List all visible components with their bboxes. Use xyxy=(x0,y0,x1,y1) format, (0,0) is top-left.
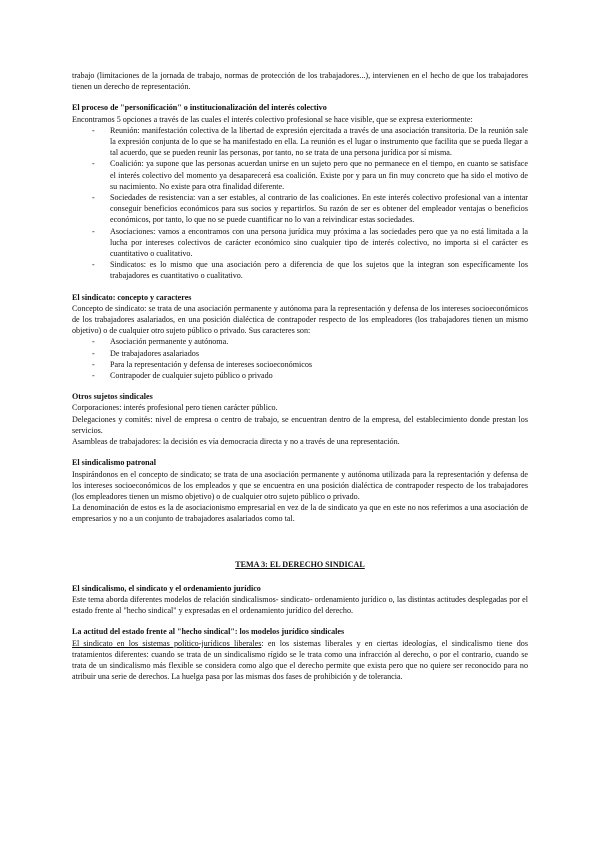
underlined-term: El sindicato en los sistemas político-jurídicos liberales xyxy=(72,638,262,648)
list-item: - Reunión: manifestación colectiva de la libertad de expresión ejercitada a través de una asociación transitoria. De la reunión sale la expresión conjunta de lo que se ha manifestado en ella. La reunión es el lugar o instrumento que facilita que se pueda llegar a tal acuerdo, que se pueden reunir las personas, por tanto, no se trata de una persona jurídica por sí misma. xyxy=(72,125,528,159)
heading-sindicato: El sindicato: concepto y caracteres xyxy=(72,292,192,302)
heading-personificacion: El proceso de "personificación" o institucionalización del interés colectivo xyxy=(72,103,327,113)
document-page xyxy=(72,70,528,682)
sindicato-lead: Concepto de sindicato: se trata de una asociación permanente y autónoma para la representación y defensa de los intereses socioeconómicos de los trabajadores asalariados, en una posición dialéctica de contrapoder respecto de los empleadores (los trabajadores tienen un mismo objetivo) o de cualquier otro sujeto público o privado. Sus caracteres son: xyxy=(72,303,528,336)
personificacion-list xyxy=(72,125,528,282)
list-item: - Asociación permanente y autónoma. xyxy=(72,336,528,347)
list-item: - Coalición: ya supone que las personas acuerdan unirse en un sujeto pero que no permanece en el tiempo, en cuanto se satisface el interés colectivo del momento ya desaparecerá esa coalición. Existe por y para un fin muy concreto que ha sido el motivo de su nacimiento. No existe para otra finalidad diferente. xyxy=(72,158,528,192)
intro-paragraph: trabajo (limitaciones de la jornada de trabajo, normas de protección de los trabajadores...), intervienen en el hecho de que los trabajadores tienen un derecho de representación. xyxy=(72,71,528,92)
patronal-paragraph-1: Inspirándonos en el concepto de sindicato; se trata de una asociación permanente y autónoma utilizada para la representación y defensa de los intereses socioeconómicos de los empleados y que se encuentra en una posición dialéctica de contrapoder respecto de los trabajadores (los empleadores tienen un mismo objetivo) o de cualquier otro sujeto público o privado. xyxy=(72,469,528,501)
otros-line: Corporaciones: interés profesional pero tienen carácter público. xyxy=(72,403,278,413)
otros-line: Asambleas de trabajadores: la decisión es vía democracia directa y no a través de una representación. xyxy=(72,437,400,447)
tema-title: TEMA 3: EL DERECHO SINDICAL xyxy=(235,559,365,569)
list-item: - Para la representación y defensa de intereses socioeconómicos xyxy=(72,359,528,370)
list-item: - De trabajadores asalariados xyxy=(72,348,528,359)
heading-actitud-estado: La actitud del estado frente al "hecho sindical": los modelos jurídico sindicales xyxy=(72,627,345,637)
actitud-text: : en los sistemas liberales y en ciertas ideologías, el sindicalismo tiene dos tratamientos diferentes: cuando se trata de un sindicalismo rígido se le trata como una infracción al derecho, o por el contrario, cuando se trata de un sindicalismo más flexible se considera como algo que el derecho permite que exista pero que no quiere ser reconocido para no atribuir una serie de derechos. La huelga pasa por las mismas dos fases de prohibición y de tolerancia. xyxy=(72,638,528,682)
otros-line: Delegaciones y comités: nivel de empresa o centro de trabajo, se encuentran dentro de la empresa, del establecimiento donde prestan los servicios. xyxy=(72,414,528,435)
list-item: - Asociaciones: vamos a encontramos con una persona jurídica muy próxima a las sociedades pero que ya no está limitada a la lucha por intereses colectivos de carácter económico sino cualquier tipo de interés colectivo, no importa si el carácter es cuantitativo o cualitativo. xyxy=(72,226,528,260)
list-item: - Contrapoder de cualquier sujeto público o privado xyxy=(72,370,528,381)
ordenamiento-paragraph: Este tema aborda diferentes modelos de relación sindicalismos- sindicato- ordenamiento jurídico o, las distintas actitudes desplegadas por el estado frente al "hecho sindical" y expresadas en el ordenamiento jurídico del derecho. xyxy=(72,594,528,616)
heading-ordenamiento: El sindicalismo, el sindicato y el ordenamiento jurídico xyxy=(72,583,261,593)
actitud-paragraph xyxy=(72,638,528,683)
heading-otros-sujetos: Otros sujetos sindicales xyxy=(72,392,153,402)
list-item: - Sociedades de resistencia: van a ser estables, al contrario de las coaliciones. En este interés colectivo profesional van a intentar conseguir beneficios económicos para sus socios y repartirlos. Su razón de ser es obtener del empleador ventajas o beneficios económicos, por tanto, lo que no se puede cuantificar no lo van a reivindicar estas sociedades. xyxy=(72,192,528,226)
patronal-paragraph-2: La denominación de estos es la de asociacionismo empresarial en vez de la de sindicato ya que en este no nos referimos a una asociación de empresarios y no a un conjunto de trabajadores asalariados como tal. xyxy=(72,503,528,524)
sindicato-list xyxy=(72,336,528,381)
list-item: - Sindicatos: es lo mismo que una asociación pero a diferencia de que los sujetos que la integran son específicamente los trabajadores es cuantitativo o cualitativo. xyxy=(72,259,528,281)
personificacion-lead: Encontramos 5 opciones a través de las cuales el interés colectivo profesional se hace visible, que se expresa exteriormente: xyxy=(72,114,473,124)
heading-patronal: El sindicalismo patronal xyxy=(72,458,156,468)
